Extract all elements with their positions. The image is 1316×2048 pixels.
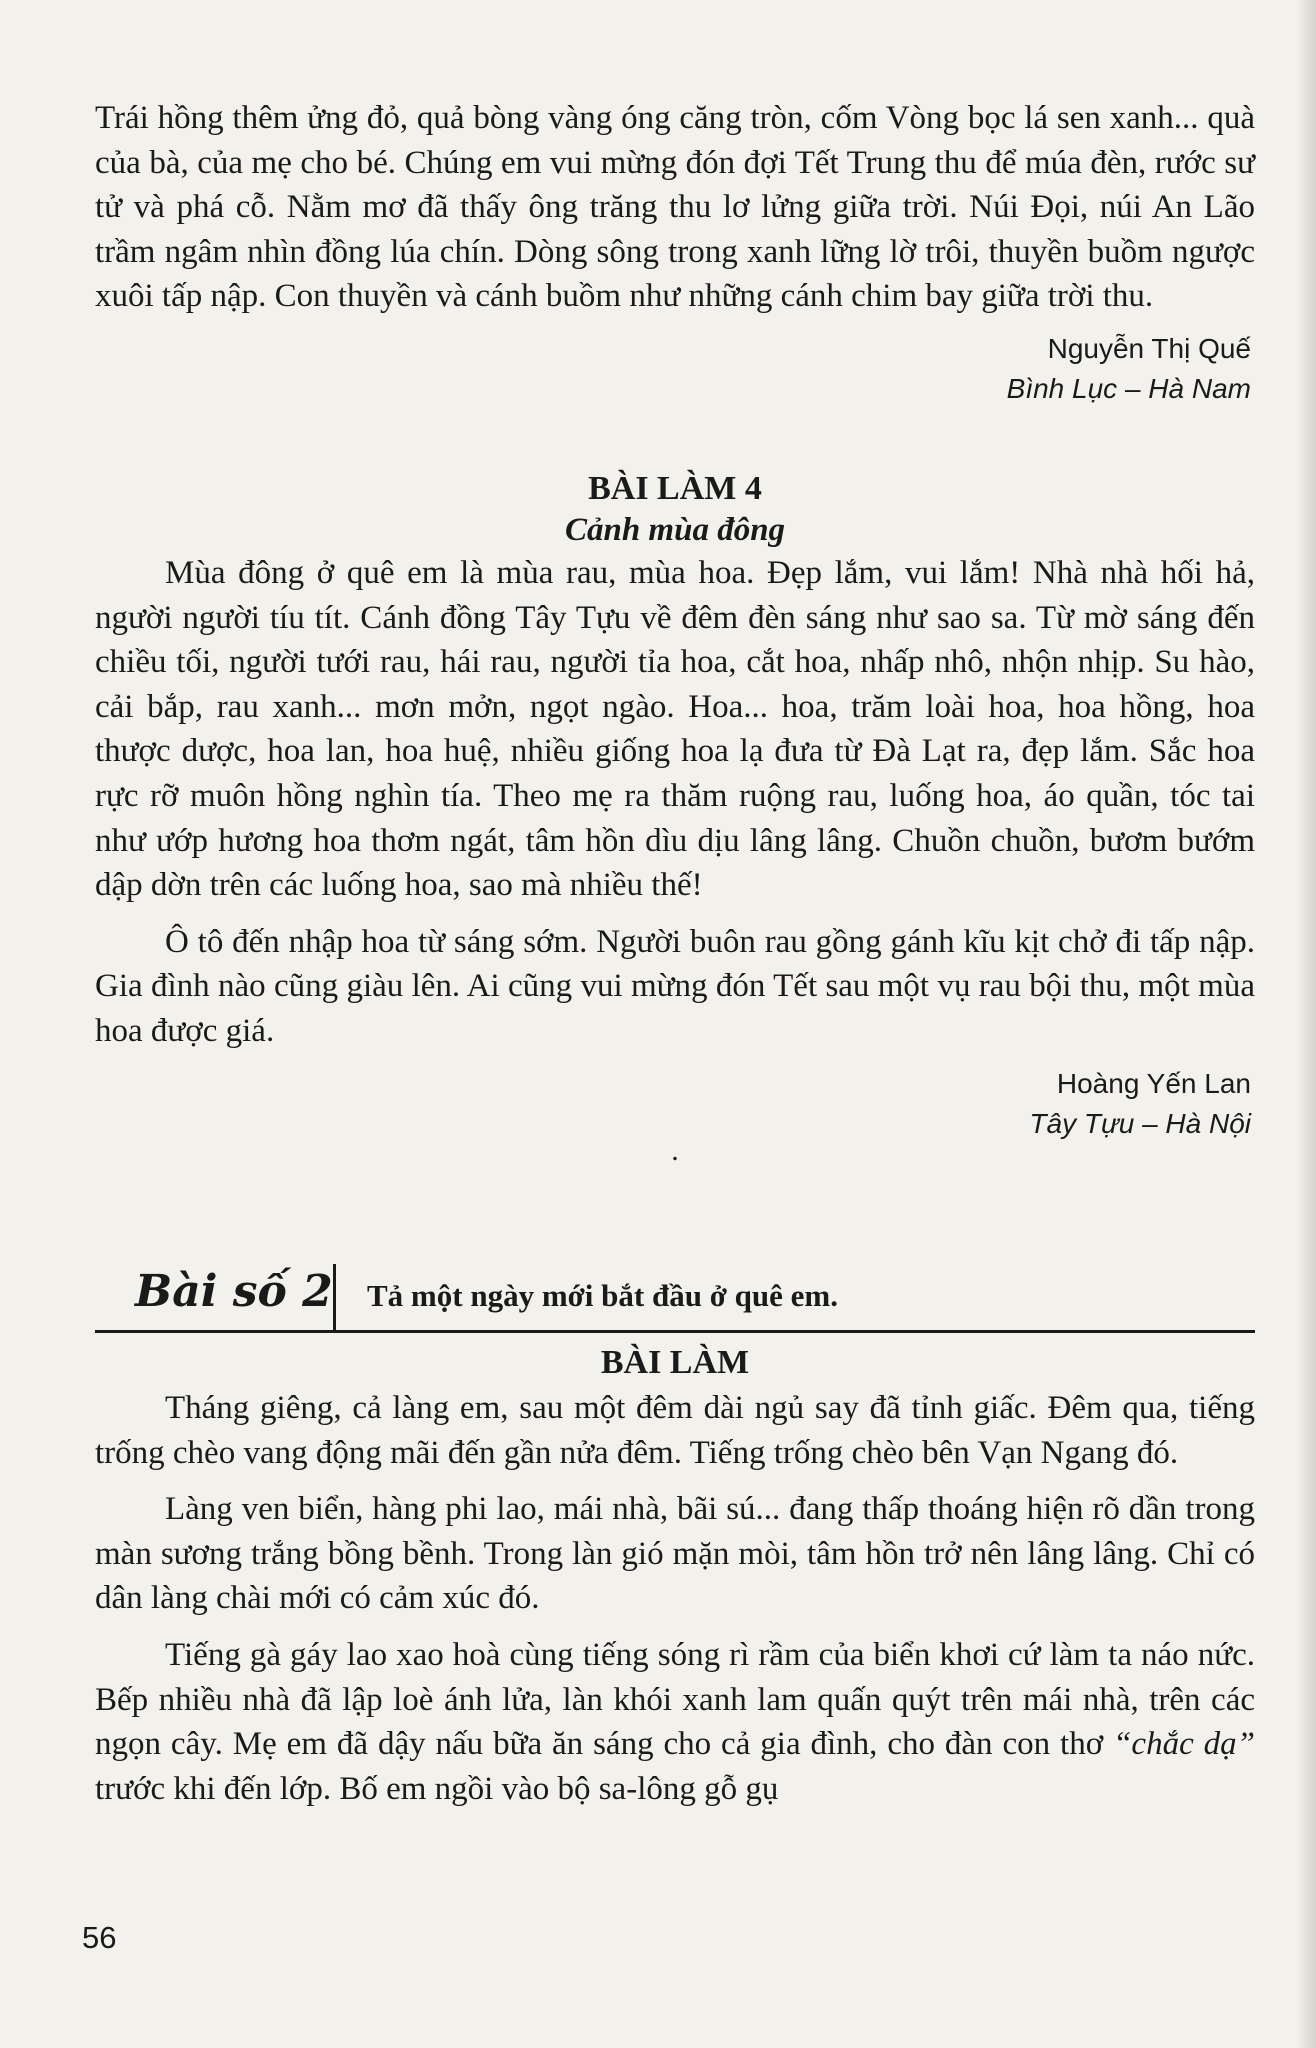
essay-4-section xyxy=(95,470,1255,1168)
exercise-header xyxy=(95,1264,1255,1333)
page-number: 56 xyxy=(82,1920,117,1955)
exercise-task: Tả một ngày mới bắt đầu ở quê em. xyxy=(367,1278,838,1313)
essay-4-heading: BÀI LÀM 4 xyxy=(588,470,762,507)
section-separator: . xyxy=(671,1133,679,1167)
essay-4-title: Cảnh mùa đông xyxy=(564,512,786,548)
essay-4-paragraph-2: Ô tô đến nhập hoa từ sáng sớm. Người buôn rau gồng gánh kĩu kịt chở đi tấp nập. Gia đình nào cũng giàu lên. Ai cũng vui mừng đón Tết sau một vụ rau bội thu, một mùa hoa được giá. xyxy=(95,923,1255,1049)
essay-main-paragraph-2: Làng ven biển, hàng phi lao, mái nhà, bãi sú... đang thấp thoáng hiện rõ dần trong màn sương trắng bồng bềnh. Trong làn gió mặn mòi, tâm hồn trở nên lâng lâng. Chỉ có dân làng chài mới có cảm xúc đó. xyxy=(95,1491,1255,1617)
essay-4-author: Hoàng Yến Lan xyxy=(1056,1067,1251,1099)
essay-main-paragraph-1: Tháng giêng, cả làng em, sau một đêm dài ngủ say đã tỉnh giấc. Đêm qua, tiếng trống chèo vang động mãi đến gần nửa đêm. Tiếng trống chèo bên Vạn Ngang đó. xyxy=(95,1390,1255,1471)
essay-main-paragraph-3 xyxy=(95,1633,1255,1811)
essay-4-place: Tây Tựu – Hà Nội xyxy=(1029,1107,1251,1139)
exercise-number: Bài số 2 xyxy=(135,1266,333,1317)
essay-main-paragraph-3-text: Tiếng gà gáy lao xao hoà cùng tiếng sóng rì rầm của biển khơi cứ làm ta náo nức. Bếp nhiều nhà đã lập loè ánh lửa, làn khói xanh lam quấn quýt trên mái nhà, trên các ngọn cây. Mẹ em đã dậy nấu bữa ăn sáng cho cả gia đình, cho đàn con thơ xyxy=(95,1636,1255,1763)
essay-top-place: Bình Lục – Hà Nam xyxy=(1006,372,1251,404)
essay-main-quote: “chắc dạ” xyxy=(1113,1726,1255,1763)
essay-4-paragraph-1: Mùa đông ở quê em là mùa rau, mùa hoa. Đẹp lắm, vui lắm! Nhà nhà hối hả, người người tíu tít. Cánh đồng Tây Tựu về đêm đèn sáng như sao sa. Từ mờ sáng đến chiều tối, người tưới rau, hái rau, người tỉa hoa, cắt hoa, nhấp nhô, nhộn nhịp. Su hào, cải bắp, rau xanh... mơn mởn, ngọt ngào. Hoa... hoa, trăm loài hoa, hoa hồng, hoa thược dược, hoa lan, hoa huệ, nhiều giống hoa lạ đưa từ Đà Lạt ra, đẹp lắm. Sắc hoa rực rỡ muôn hồng nghìn tía. Theo mẹ ra thăm ruộng rau, luống hoa, áo quần, tóc tai như ướp hương hoa thơm ngát, tâm hồn dìu dịu lâng lâng. Chuồn chuồn, bươm bướm dập dờn trên các luống hoa, sao mà nhiều thế! xyxy=(95,555,1255,904)
essay-top-author: Nguyễn Thị Quế xyxy=(1047,332,1251,364)
essay-top-section xyxy=(95,96,1255,405)
essay-main-section xyxy=(95,1344,1255,1811)
essay-main-heading: BÀI LÀM xyxy=(600,1344,750,1381)
essay-top-paragraph: Trái hồng thêm ửng đỏ, quả bòng vàng óng căng tròn, cốm Vòng bọc lá sen xanh... quà của bà, của mẹ cho bé. Chúng em vui mừng đón đợi Tết Trung thu để múa đèn, rước sư tử và phá cỗ. Nằm mơ đã thấy ông trăng thu lơ lửng giữa trời. Núi Đọi, núi An Lão trầm ngâm nhìn đồng lúa chín. Dòng sông trong xanh lững lờ trôi, thuyền buồm ngược xuôi tấp nập. Con thuyền và cánh buồm như những cánh chim bay giữa trời thu. xyxy=(95,100,1255,315)
exercise-divider xyxy=(333,1264,336,1330)
binding-shadow xyxy=(1296,0,1316,2048)
essay-main-paragraph-3-tail: trước khi đến lớp. Bố em ngồi vào bộ sa-lông gỗ gụ xyxy=(95,1770,779,1807)
